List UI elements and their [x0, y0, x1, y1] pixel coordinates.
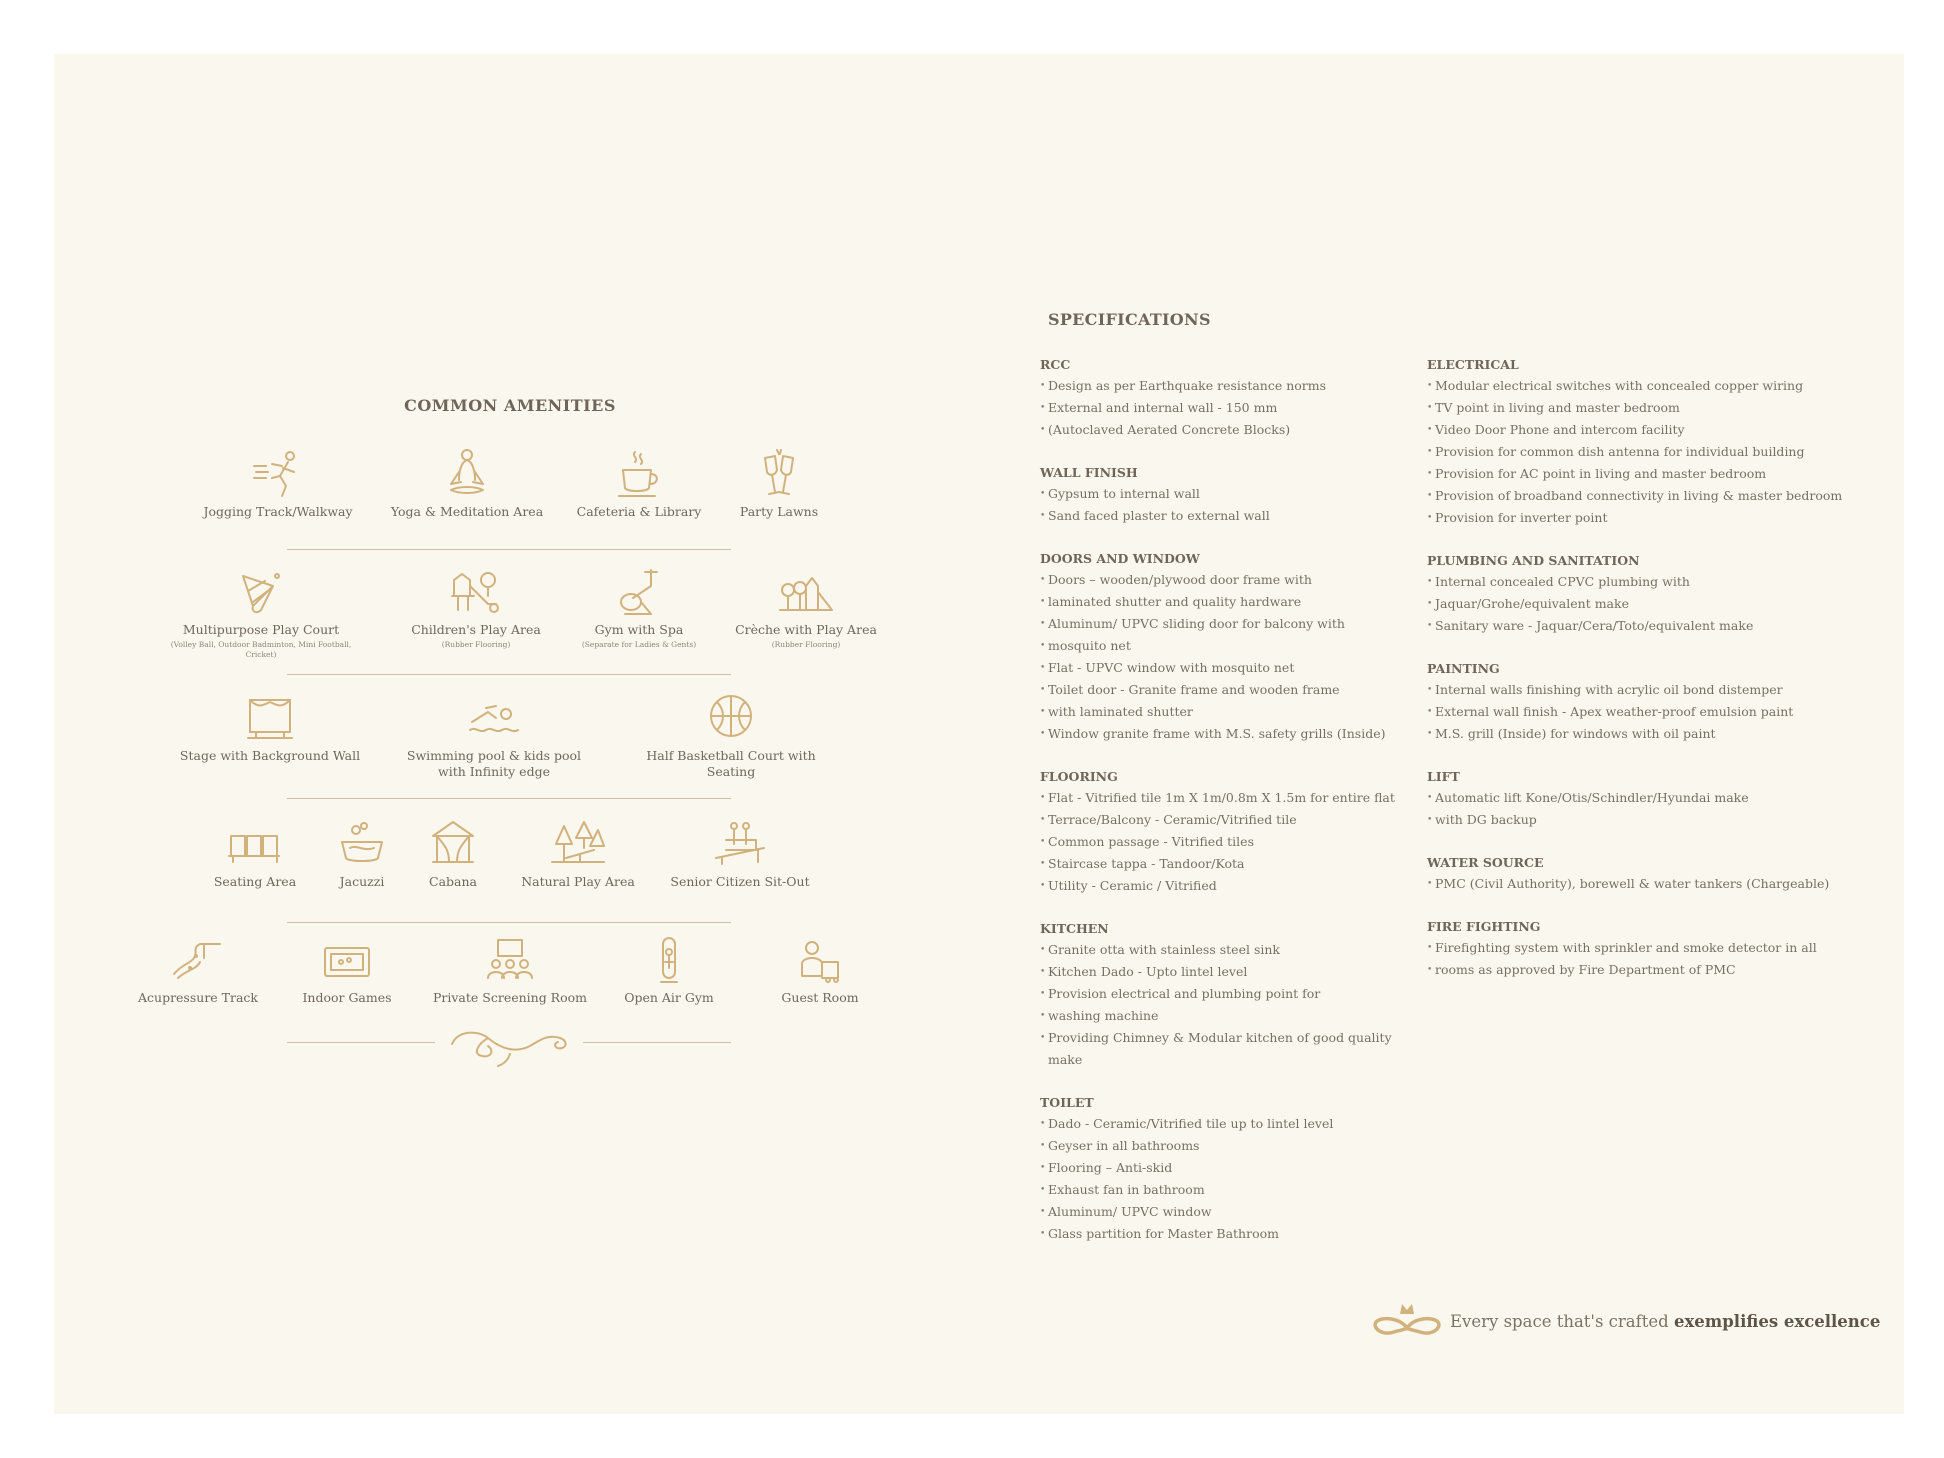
amenity-label: Acupressure Track — [137, 990, 259, 1005]
spec-item: • Terrace/Balcony - Ceramic/Vitrified tile — [1040, 809, 1420, 831]
amenity-label: Open Air Gym — [624, 990, 714, 1005]
spec-item: • Modular electrical switches with concealed copper wiring — [1427, 375, 1857, 397]
shuttlecock-icon — [233, 566, 289, 618]
spec-item: • Flat - Vitrified tile 1m X 1m/0.8m X 1.5m for entire flat — [1040, 787, 1420, 809]
bench-icon — [712, 818, 768, 870]
amenity-label: Cabana — [429, 874, 477, 889]
spec-item: • TV point in living and master bedroom — [1427, 397, 1857, 419]
spec-item: • laminated shutter and quality hardware — [1040, 591, 1420, 613]
spec-item: • Provision for inverter point — [1427, 507, 1857, 529]
amenity-label: Yoga & Meditation Area — [390, 504, 544, 519]
divider — [287, 798, 731, 799]
spec-item: • Flat - UPVC window with mosquito net — [1040, 657, 1420, 679]
amenity-yoga — [367, 448, 567, 520]
spec-item: • washing machine — [1040, 1005, 1420, 1027]
spec-heading: WATER SOURCE — [1427, 855, 1544, 870]
spec-section-doors-and-window — [1040, 550, 1420, 745]
amenity-label: Swimming pool & kids pool with Infinity edge — [406, 748, 582, 779]
champagne-glasses-icon — [751, 448, 807, 500]
spec-item: • Exhaust fan in bathroom — [1040, 1179, 1420, 1201]
amenity-guest-room — [720, 934, 920, 1006]
amenity-creche — [706, 566, 906, 650]
stage-icon — [242, 692, 298, 744]
divider — [287, 549, 731, 550]
spec-item: • Jaquar/Grohe/equivalent make — [1427, 593, 1857, 615]
spec-item: • Providing Chimney & Modular kitchen of good quality make — [1040, 1027, 1420, 1071]
amenity-sublabel: (Rubber Flooring) — [771, 640, 841, 649]
tagline-text — [1450, 1312, 1880, 1331]
tagline-emphasis: exemplifies excellence — [1673, 1312, 1881, 1331]
amenity-sublabel: (Rubber Flooring) — [441, 640, 511, 649]
spec-section-toilet — [1040, 1094, 1420, 1245]
spec-list — [1427, 375, 1857, 529]
spec-list — [1427, 571, 1857, 637]
specifications-title: SPECIFICATIONS — [1048, 310, 1211, 329]
spec-section-electrical — [1427, 356, 1857, 529]
spec-section-fire-fighting — [1427, 918, 1857, 981]
amenities-title: COMMON AMENITIES — [404, 396, 616, 415]
spec-section-rcc — [1040, 356, 1420, 441]
spec-list — [1040, 787, 1420, 897]
amenity-label: Party Lawns — [739, 504, 819, 519]
spec-heading: PAINTING — [1427, 661, 1500, 676]
spec-item: • mosquito net — [1040, 635, 1420, 657]
coffee-cup-icon — [611, 448, 667, 500]
spec-item: • Design as per Earthquake resistance norms — [1040, 375, 1420, 397]
spec-heading: LIFT — [1427, 769, 1460, 784]
amenity-label: Natural Play Area — [521, 874, 635, 889]
spec-heading: ELECTRICAL — [1427, 357, 1519, 372]
spec-section-painting — [1427, 660, 1857, 745]
guest-room-icon — [792, 934, 848, 986]
track-icon — [170, 934, 226, 986]
spec-item: • with DG backup — [1427, 809, 1857, 831]
spec-list — [1040, 483, 1420, 527]
open-gym-icon — [641, 934, 697, 986]
basketball-icon — [703, 692, 759, 744]
spec-list — [1427, 937, 1857, 981]
spec-item: • Window granite frame with M.S. safety grills (Inside) — [1040, 723, 1420, 745]
spec-list — [1427, 787, 1857, 831]
tagline-lead: Every space that's crafted — [1450, 1312, 1669, 1331]
spec-list — [1040, 569, 1420, 745]
spec-item: • Gypsum to internal wall — [1040, 483, 1420, 505]
crown-infinity-icon — [1370, 1298, 1444, 1344]
spec-item: • Internal concealed CPVC plumbing with — [1427, 571, 1857, 593]
spec-item: • Dado - Ceramic/Vitrified tile up to lintel level — [1040, 1113, 1420, 1135]
spec-section-wall-finish — [1040, 464, 1420, 527]
spec-item: • (Autoclaved Aerated Concrete Blocks) — [1040, 419, 1420, 441]
tagline — [1370, 1298, 1881, 1348]
amenity-label: Stage with Background Wall — [179, 748, 361, 763]
spec-heading: TOILET — [1040, 1095, 1094, 1110]
spec-item: • Doors – wooden/plywood door frame with — [1040, 569, 1420, 591]
spec-item: • PMC (Civil Authority), borewell & water tankers (Chargeable) — [1427, 873, 1857, 895]
spec-item: • External wall finish - Apex weather-proof emulsion paint — [1427, 701, 1857, 723]
amenity-label: Senior Citizen Sit-Out — [670, 874, 810, 889]
trees-icon — [550, 818, 606, 870]
amenity-senior-citizen — [640, 818, 840, 890]
exercise-bike-icon — [611, 566, 667, 618]
spec-item: • Utility - Ceramic / Vitrified — [1040, 875, 1420, 897]
specifications-right-column — [1427, 356, 1857, 1004]
spec-item: • Geyser in all bathrooms — [1040, 1135, 1420, 1157]
spec-item: • with laminated shutter — [1040, 701, 1420, 723]
amenity-multipurpose-court — [161, 566, 361, 660]
amenity-stage — [170, 692, 370, 764]
amenity-sublabel: (Separate for Ladies & Gents) — [581, 640, 697, 649]
spec-section-flooring — [1040, 768, 1420, 897]
spec-list — [1040, 939, 1420, 1071]
spec-list — [1427, 679, 1857, 745]
specifications-left-column — [1040, 356, 1420, 1268]
spec-section-plumbing-and-sanitation — [1427, 552, 1857, 637]
amenity-swimming-pool — [394, 692, 594, 780]
spec-heading: FLOORING — [1040, 769, 1118, 784]
spec-section-kitchen — [1040, 920, 1420, 1071]
spec-heading: KITCHEN — [1040, 921, 1109, 936]
spec-list — [1427, 873, 1857, 895]
spec-item: • Kitchen Dado - Upto lintel level — [1040, 961, 1420, 983]
swimmer-icon — [466, 692, 522, 744]
spec-item: • Internal walls finishing with acrylic oil bond distemper — [1427, 679, 1857, 701]
spec-heading: RCC — [1040, 357, 1071, 372]
spec-heading: WALL FINISH — [1040, 465, 1138, 480]
amenity-label: Cafeteria & Library — [576, 504, 702, 519]
amenity-label: Guest Room — [781, 990, 859, 1005]
amenity-label: Private Screening Room — [432, 990, 588, 1005]
spec-item: • Sanitary ware - Jaquar/Cera/Toto/equivalent make — [1427, 615, 1857, 637]
amenity-label: Crèche with Play Area — [735, 622, 877, 637]
amenity-label: Jacuzzi — [339, 874, 385, 889]
spec-heading: PLUMBING AND SANITATION — [1427, 553, 1640, 568]
spec-item: • Video Door Phone and intercom facility — [1427, 419, 1857, 441]
spec-section-water-source — [1427, 854, 1857, 895]
spec-item: • Sand faced plaster to external wall — [1040, 505, 1420, 527]
meditation-icon — [439, 448, 495, 500]
creche-icon — [778, 566, 834, 618]
spec-item: • M.S. grill (Inside) for windows with oil paint — [1427, 723, 1857, 745]
flourish-ornament-icon — [448, 1024, 572, 1070]
divider — [287, 922, 731, 923]
spec-item: • Granite otta with stainless steel sink — [1040, 939, 1420, 961]
amenity-label: Multipurpose Play Court — [182, 622, 340, 637]
amenity-jogging-track — [178, 448, 378, 520]
spec-item: • Provision for common dish antenna for individual building — [1427, 441, 1857, 463]
spec-item: • Provision for AC point in living and master bedroom — [1427, 463, 1857, 485]
spec-item: • Automatic lift Kone/Otis/Schindler/Hyundai make — [1427, 787, 1857, 809]
divider — [287, 1042, 435, 1043]
spec-item: • Toilet door - Granite frame and wooden frame — [1040, 679, 1420, 701]
amenity-basketball — [631, 692, 831, 780]
spec-item: • Aluminum/ UPVC window — [1040, 1201, 1420, 1223]
spec-heading: FIRE FIGHTING — [1427, 919, 1541, 934]
amenity-party-lawns — [679, 448, 879, 520]
spec-heading: DOORS AND WINDOW — [1040, 551, 1200, 566]
spec-item: • Common passage - Vitrified tiles — [1040, 831, 1420, 853]
divider — [583, 1042, 731, 1043]
amenity-label: Jogging Track/Walkway — [203, 504, 353, 519]
spec-item: • rooms as approved by Fire Department of PMC — [1427, 959, 1857, 981]
amenity-label: Gym with Spa — [594, 622, 684, 637]
divider — [287, 674, 731, 675]
spec-item: • External and internal wall - 150 mm — [1040, 397, 1420, 419]
spec-item: • Staircase tappa - Tandoor/Kota — [1040, 853, 1420, 875]
spec-item: • Provision of broadband connectivity in living & master bedroom — [1427, 485, 1857, 507]
amenity-label: Seating Area — [213, 874, 297, 889]
spec-list — [1040, 1113, 1420, 1245]
spec-list — [1040, 375, 1420, 441]
pool-table-icon — [319, 934, 375, 986]
amenity-sublabel: (Volley Ball, Outdoor Badminton, Mini Football, Cricket) — [170, 640, 352, 659]
runner-icon — [250, 448, 306, 500]
spec-item: • Flooring – Anti-skid — [1040, 1157, 1420, 1179]
amenity-label: Half Basketball Court with Seating — [646, 748, 816, 779]
cabana-icon — [425, 818, 481, 870]
spec-item: • Glass partition for Master Bathroom — [1040, 1223, 1420, 1245]
spec-item: • Provision electrical and plumbing point for — [1040, 983, 1420, 1005]
playground-icon — [448, 566, 504, 618]
screening-icon — [482, 934, 538, 986]
spec-item: • Firefighting system with sprinkler and smoke detector in all — [1427, 937, 1857, 959]
spec-section-lift — [1427, 768, 1857, 831]
amenity-label: Indoor Games — [302, 990, 392, 1005]
amenity-label: Children's Play Area — [411, 622, 541, 637]
spec-item: • Aluminum/ UPVC sliding door for balcony with — [1040, 613, 1420, 635]
